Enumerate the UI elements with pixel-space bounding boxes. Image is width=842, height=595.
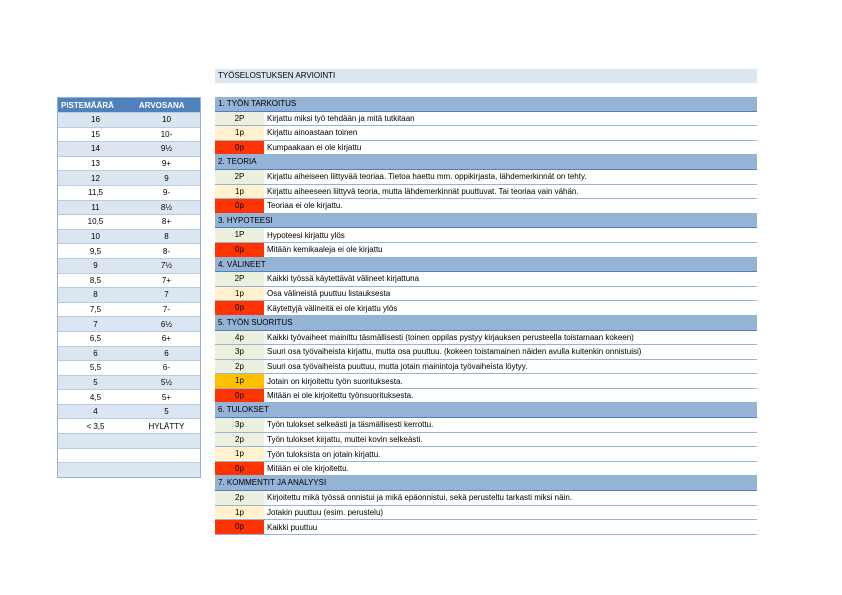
points-badge: 1P — [215, 228, 264, 242]
section-heading: 4. VÄLINEET — [215, 258, 757, 273]
grade-cell: 8½ — [160, 202, 173, 212]
criteria-description: Jotakin puuttuu (esim. perustelu) — [267, 507, 384, 517]
criteria-description: Kirjattu miksi työ tehdään ja mitä tutkitaan — [267, 113, 415, 123]
grade-cell: 6 — [164, 348, 169, 358]
criteria-description: Osa välineistä puuttuu listauksesta — [267, 289, 391, 299]
criteria-description: Kumpaakaan ei ole kirjattu — [267, 143, 362, 153]
grade-cell: 10- — [160, 129, 173, 139]
table-row — [58, 112, 200, 127]
points-badge: 0p — [215, 199, 264, 213]
points-cell: < 3,5 — [86, 421, 105, 431]
criteria-table — [215, 97, 757, 535]
points-cell: 16 — [91, 115, 100, 125]
table-row — [58, 302, 200, 317]
section-heading: 7. KOMMENTIT JA ANALYYSI — [215, 476, 757, 491]
criteria-row — [215, 345, 757, 360]
grade-cell: 7 — [164, 290, 169, 300]
points-badge: 4p — [215, 331, 264, 345]
criteria-row — [215, 112, 757, 127]
criteria-row — [215, 418, 757, 433]
criteria-row — [215, 301, 757, 316]
points-badge: 1p — [215, 506, 264, 520]
grade-cell: 6½ — [160, 319, 173, 329]
points-cell: 8,5 — [89, 275, 102, 285]
criteria-row — [215, 374, 757, 389]
grade-cell: 9½ — [160, 144, 173, 154]
points-cell: 4 — [93, 407, 98, 417]
table-row — [58, 346, 200, 361]
points-badge: 3p — [215, 345, 264, 359]
criteria-description: Mitään kemikaaleja ei ole kirjattu — [267, 245, 383, 255]
grade-cell: 5 — [164, 407, 169, 417]
grade-cell: 8+ — [161, 217, 172, 227]
points-cell: 9 — [93, 261, 98, 271]
grade-cell: 7- — [162, 305, 171, 315]
criteria-description: Suuri osa työvaiheista kirjattu, mutta osa puuttuu. (kokeen toistamainen näiden avulla kuitenkin onnistuisi) — [267, 347, 642, 357]
points-cell: 12 — [91, 173, 100, 183]
table-row — [58, 375, 200, 390]
points-cell: 4,5 — [89, 392, 102, 402]
criteria-description: Teoriaa ei ole kirjattu. — [267, 201, 343, 211]
section-heading: 5. TYÖN SUORITUS — [215, 316, 757, 331]
table-row — [58, 127, 200, 142]
grade-cell: 8- — [162, 246, 171, 256]
table-row — [58, 200, 200, 215]
points-badge: 2P — [215, 170, 264, 184]
points-cell: 10,5 — [87, 217, 104, 227]
criteria-description: Työn tuloksista on jotain kirjattu. — [267, 449, 381, 459]
criteria-row — [215, 287, 757, 302]
score-table-header — [58, 98, 200, 112]
table-row — [58, 156, 200, 171]
criteria-row — [215, 272, 757, 287]
points-cell: 9,5 — [89, 246, 102, 256]
criteria-row — [215, 433, 757, 448]
table-row — [58, 185, 200, 200]
points-cell: 10 — [91, 232, 100, 242]
points-cell: 5 — [93, 377, 98, 387]
table-row — [58, 448, 200, 463]
points-cell: 6 — [93, 348, 98, 358]
criteria-row — [215, 331, 757, 346]
grade-cell: 7½ — [160, 261, 173, 271]
criteria-description: Kaikki työssä käytettävät välineet kirjattuna — [267, 274, 420, 284]
grade-cell: 7+ — [161, 275, 172, 285]
points-cell: 14 — [91, 144, 100, 154]
grade-cell: 9+ — [161, 159, 172, 169]
criteria-row — [215, 126, 757, 141]
points-badge: 1p — [215, 374, 264, 388]
points-cell: 11,5 — [87, 188, 103, 198]
points-cell: 13 — [91, 159, 100, 169]
criteria-description: Kaikki puuttuu — [267, 522, 318, 532]
criteria-row — [215, 491, 757, 506]
criteria-row — [215, 447, 757, 462]
criteria-row — [215, 141, 757, 156]
points-cell: 7,5 — [89, 305, 102, 315]
table-row — [58, 229, 200, 244]
criteria-description: Käytettyjä välineitä ei ole kirjattu ylös — [267, 303, 398, 313]
table-row — [58, 170, 200, 185]
points-cell: 8 — [93, 290, 98, 300]
points-badge: 1p — [215, 185, 264, 199]
points-badge: 2p — [215, 491, 264, 505]
points-badge: 2P — [215, 112, 264, 126]
table-row — [58, 418, 200, 433]
criteria-description: Suuri osa työvaiheista puuttuu, mutta jotain mainintoja työvaiheista löytyy. — [267, 361, 528, 371]
table-row — [58, 462, 200, 477]
points-badge: 1p — [215, 447, 264, 461]
points-badge: 0p — [215, 389, 264, 403]
grade-cell: 5+ — [161, 392, 172, 402]
grade-cell: 9- — [162, 188, 171, 198]
points-badge: 0p — [215, 520, 264, 534]
criteria-description: Kirjattu aiheeseen liittyvä teoria, mutta lähdemerkinnät puuttuvat. Tai teoriaa vain vähän. — [267, 186, 579, 196]
points-badge: 2p — [215, 433, 264, 447]
section-heading: 2. TEORIA — [215, 155, 757, 170]
points-cell: 11 — [91, 202, 100, 212]
points-badge: 1p — [215, 287, 264, 301]
grade-cell: 9 — [164, 173, 169, 183]
table-row — [58, 214, 200, 229]
criteria-row — [215, 185, 757, 200]
criteria-description: Hypoteesi kirjattu ylös — [267, 230, 345, 240]
column-header-grade: ARVOSANA — [138, 100, 185, 110]
criteria-row — [215, 170, 757, 185]
grade-cell: 8 — [164, 232, 169, 242]
table-row — [58, 141, 200, 156]
points-badge: 1p — [215, 126, 264, 140]
points-badge: 2p — [215, 360, 264, 374]
criteria-row — [215, 462, 757, 477]
points-cell: 15 — [91, 129, 100, 139]
criteria-row — [215, 243, 757, 258]
points-badge: 2P — [215, 272, 264, 286]
points-cell: 6,5 — [89, 334, 102, 344]
column-header-points: PISTEMÄÄRÄ — [61, 100, 114, 110]
points-badge: 3p — [215, 418, 264, 432]
table-row — [58, 273, 200, 288]
table-row — [58, 243, 200, 258]
table-row — [58, 433, 200, 448]
criteria-description: Jotain on kirjoitettu työn suorituksesta. — [267, 376, 403, 386]
points-badge: 0p — [215, 301, 264, 315]
criteria-row — [215, 389, 757, 404]
criteria-description: Työn tulokset selkeästi ja täsmällisesti kerrottu. — [267, 420, 434, 430]
table-row — [58, 360, 200, 375]
points-cell: 7 — [93, 319, 98, 329]
criteria-row — [215, 506, 757, 521]
criteria-row — [215, 360, 757, 375]
grade-cell: 10 — [162, 115, 171, 125]
points-cell: 5,5 — [89, 363, 102, 373]
points-badge: 0p — [215, 243, 264, 257]
criteria-description: Mitään ei ole kirjoitettu työnsuorituksesta. — [267, 391, 414, 401]
table-row — [58, 331, 200, 346]
table-row — [58, 316, 200, 331]
points-badge: 0p — [215, 462, 264, 476]
criteria-row — [215, 228, 757, 243]
table-row — [58, 258, 200, 273]
score-grade-table — [57, 97, 201, 478]
criteria-description: Kirjattu aiheiseen liittyvää teoriaa. Tietoa haettu mm. oppikirjasta, lähdemerkinnät on tehty. — [267, 172, 587, 182]
criteria-row — [215, 199, 757, 214]
table-row — [58, 389, 200, 404]
criteria-row — [215, 520, 757, 535]
grade-cell: 5½ — [160, 377, 173, 387]
section-heading: 6. TULOKSET — [215, 403, 757, 418]
section-heading: 1. TYÖN TARKOITUS — [215, 97, 757, 112]
section-heading: 3. HYPOTEESI — [215, 214, 757, 229]
grade-cell: 6+ — [161, 334, 172, 344]
page-title: TYÖSELOSTUKSEN ARVIOINTI — [215, 69, 757, 83]
table-row — [58, 404, 200, 419]
table-row — [58, 287, 200, 302]
grade-cell: 6- — [162, 363, 171, 373]
points-badge: 0p — [215, 141, 264, 155]
criteria-description: Mitään ei ole kirjoitettu. — [267, 464, 349, 474]
criteria-description: Kirjattu ainoastaan toinen — [267, 128, 358, 138]
criteria-description: Työn tulokset kirjattu, muttei kovin selkeästi. — [267, 434, 423, 444]
grade-cell: HYLÄTTY — [148, 421, 185, 431]
criteria-description: Kaikki työvaiheet mainittu täsmällisesti (toinen oppilas pystyy kirjauksen perusteella toistamaan kokeen) — [267, 332, 634, 342]
criteria-description: Kirjoitettu mikä työssä onnistui ja mikä epäonnistui, sekä perusteltu tarkasti miksi näin. — [267, 493, 573, 503]
